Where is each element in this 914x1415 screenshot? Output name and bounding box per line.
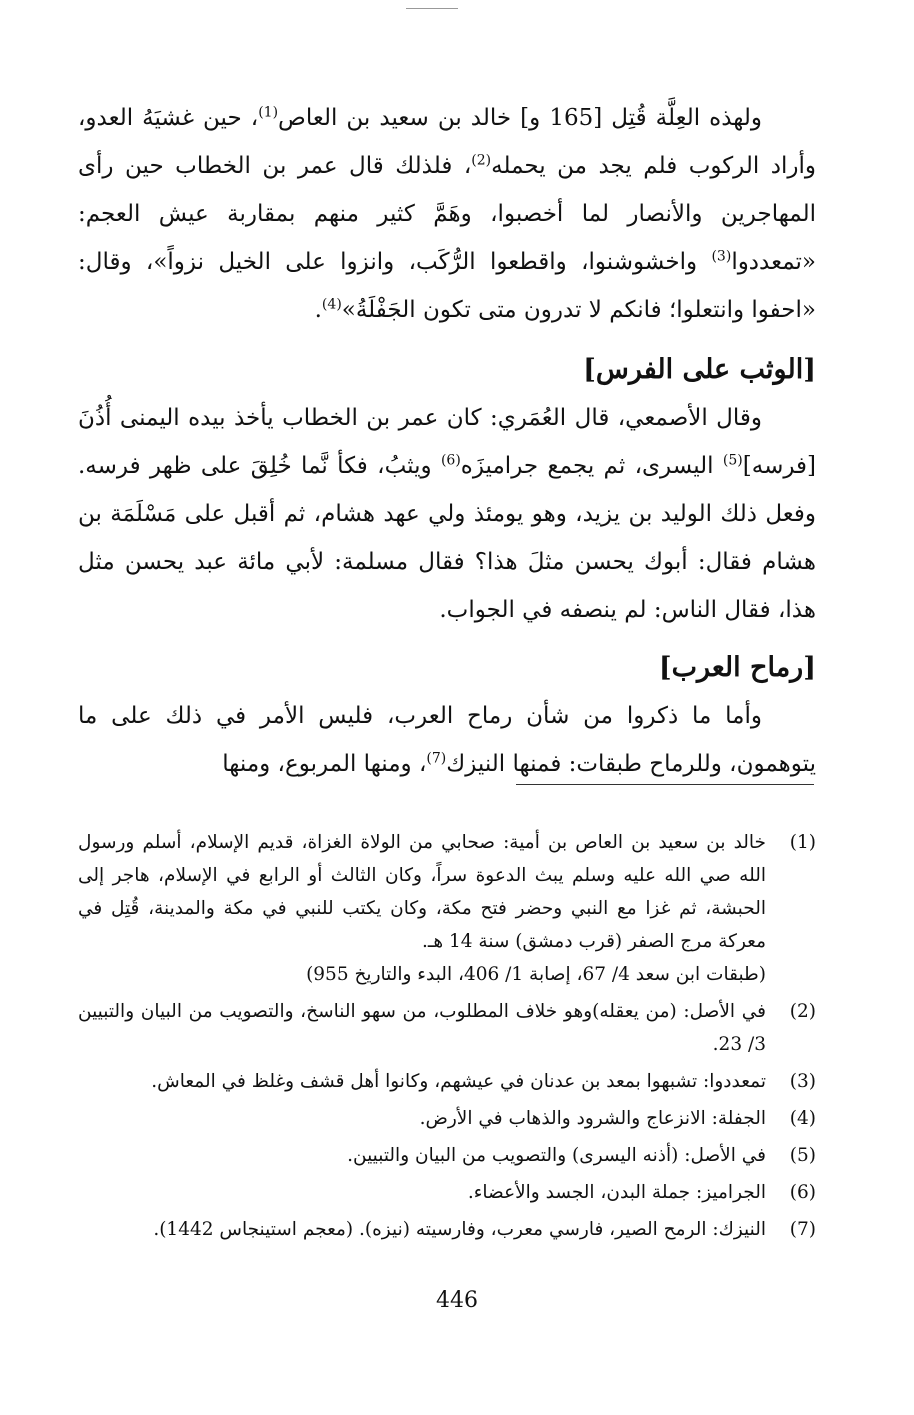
footnote-ref-6[interactable]: (6) (440, 452, 461, 469)
footnote-number: (1) (789, 832, 816, 853)
section-heading-horse-leap: [الوثب على الفرس] (583, 354, 816, 385)
footnote-text: النيزك: الرمح الصير، فارسي معرب، وفارسيته (نيزه). (معجم استينجاس 1442). (153, 1219, 766, 1240)
page-number: 446 (436, 1288, 478, 1313)
footnote-text: تمعددوا: تشبهوا بمعد بن عدنان في عيشهم، وكانوا أهل قشف وغلظ في المعاش. (151, 1071, 766, 1092)
footnote-2 (78, 995, 816, 1061)
footnote-number: (5) (789, 1145, 816, 1166)
footnote-ref-1[interactable]: (1) (258, 104, 279, 121)
footnote-text: في الأصل: (من يعقله)وهو خلاف المطلوب، من سهو الناسخ، والتصويب من البيان والتبيين 3/ 23. (78, 1001, 766, 1055)
paragraph-2-text: وقال الأصمعي، قال العُمَري: كان عمر بن الخطاب يأخذ بيده اليمنى أُذُنَ [فرسه]$^{(5)}$ اليسرى، ثم يجمع جراميزَه$^{(6)}$ ويثبُ، فكأ نَّما خُلِقَ على ظهر فرسه. وفعل ذلك الوليد بن يزيد، وهو يومئذ ولي عهد هشام، ثم أقبل على مَسْلَمَة بن هشام فقال: أبوك يحسن مثلَ هذا؟ فقال مسلمة: لأبي مائة عبد يحسن مثل هذا، فقال الناس: لم ينصفه في الجواب. (78, 405, 816, 623)
footnote-6 (78, 1176, 816, 1209)
footnote-text: الجراميز: جملة البدن، الجسد والأعضاء. (467, 1182, 766, 1203)
footnote-text: الجفلة: الانزعاج والشرود والذهاب في الأرض. (419, 1108, 766, 1129)
footnote-ref-7[interactable]: (7) (426, 750, 447, 767)
footnote-number: (6) (789, 1182, 816, 1203)
footnote-5 (78, 1139, 816, 1172)
paragraph-2 (78, 394, 816, 634)
footnote-7 (78, 1213, 816, 1246)
paragraph-1-text: ولهذه العِلَّة قُتِل [165 و] خالد بن سعيد بن العاص$^{(1)}$، حين غشيَهُ العدو، وأراد الركوب فلم يجد من يحمله$^{(2)}$، فلذلك قال عمر بن الخطاب حين رأى المهاجرين والأنصار لما أخصبوا، وهَمَّ كثير منهم بمقاربة عيش العجم: «تمعددوا$^{(3)}$ واخشوشنوا، واقطعوا الرُّكَب، وانزوا على الخيل نزواً»، وقال: «احفوا وانتعلوا؛ فانكم لا تدرون متى تكون الجَفْلَةُ»$^{(4)}$. (78, 104, 817, 323)
footnote-number: (4) (789, 1108, 816, 1129)
footnote-ref-2[interactable]: (2) (471, 152, 492, 169)
footnotes-list (78, 826, 816, 1250)
footnote-ref-4[interactable]: (4) (321, 296, 342, 313)
section-heading-arab-spears: [رماح العرب] (658, 652, 816, 683)
footnote-3 (78, 1065, 816, 1098)
footnote-ref-5[interactable]: (5) (722, 452, 743, 469)
footnote-separator (516, 784, 814, 785)
paragraph-3-text: وأما ما ذكروا من شأن رماح العرب، فليس الأمر في ذلك على ما يتوهمون، وللرماح طبقات: فمنها النيزك$^{(7)}$، ومنها المربوع، ومنها (78, 703, 816, 777)
footnote-number: (3) (789, 1071, 816, 1092)
paragraph-1 (78, 94, 816, 334)
footnote-number: (7) (789, 1219, 816, 1240)
footnote-4 (78, 1102, 816, 1135)
footnote-number: (2) (789, 1001, 816, 1022)
paragraph-3 (78, 692, 816, 788)
footnote-1 (78, 826, 816, 991)
top-rule (406, 8, 458, 9)
footnote-text: خالد بن سعيد بن العاص بن أمية: صحابي من الولاة الغزاة، قديم الإسلام، أسلم ورسول الله صي الله عليه وسلم يبث الدعوة سراً، وكان الثالث أو الرابع في الإسلام، هاجر إلى الحبشة، ثم غزا مع النبي وحضر فتح مكة، وكان يكتب للنبي في مكة والمدينة، قُتِل في معركة مرج الصفر (قرب دمشق) سنة 14 هـ. (طبقات ابن سعد 4/ 67، إصابة 1/ 406، البدء والتاريخ 955) (78, 832, 766, 985)
footnote-text: في الأصل: (أذنه اليسرى) والتصويب من البيان والتبيين. (347, 1145, 766, 1166)
footnote-ref-3[interactable]: (3) (711, 248, 732, 265)
